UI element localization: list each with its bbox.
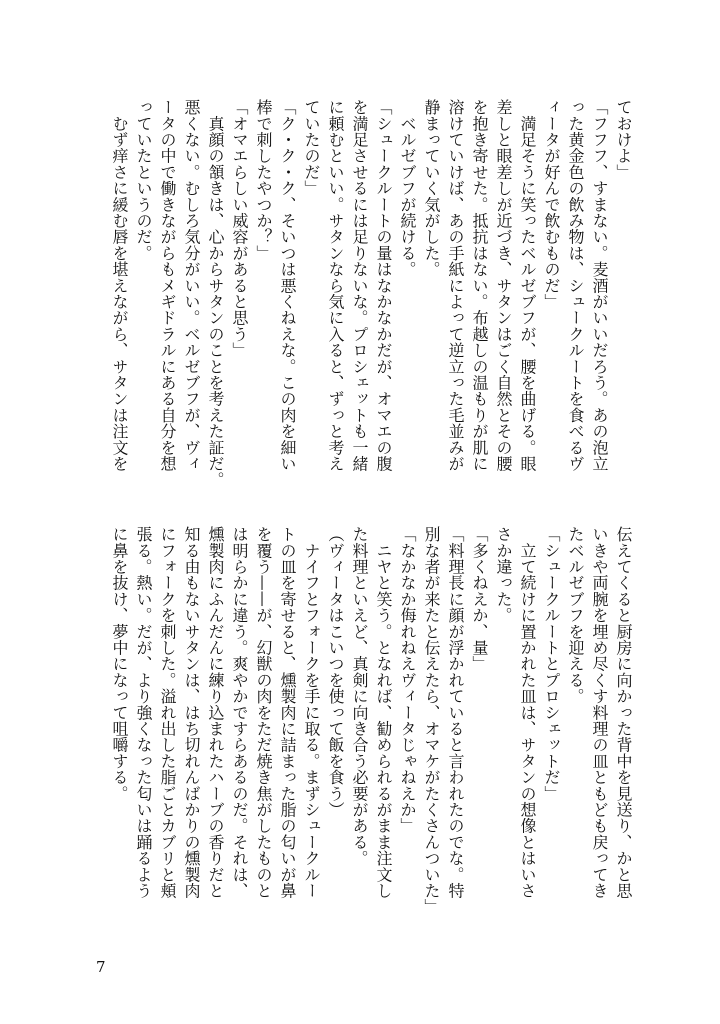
text-column: いきや両腕を埋め尽くす料理の皿ともども戻ってき — [590, 526, 609, 899]
text-column: った黄金色の飲み物は、シュークルートを食べるヴ — [566, 99, 585, 472]
text-column: は明らかに違う。爽やかですらあるのだ。それは、 — [230, 526, 249, 899]
text-column: に鼻を抜け、夢中になって咀嚼する。 — [110, 526, 129, 802]
text-column: にフォークを刺した。溢れ出した脂ごとカブリと頬 — [158, 526, 177, 899]
text-column: 「料理長に顔が浮かれていると言われたのでな。特 — [446, 526, 465, 899]
text-column: 伝えてくると厨房に向かった背中を見送り、かと思 — [614, 526, 633, 899]
text-column: （ヴィータはこいつを使って飯を食う） — [326, 526, 345, 818]
text-column: ベルゼブフが続ける。 — [398, 99, 417, 278]
text-column: ナイフとフォークを手に取る。まずシュークルー — [302, 526, 321, 899]
text-column: を抱き寄せた。抵抗はない。布越しの温もりが肌に — [470, 99, 489, 472]
text-column: 燻製肉にふんだんに練り込まれたハーブの香りだと — [206, 526, 225, 899]
text-column: むず痒さに緩む唇を堪えながら、サタンは注文を — [110, 99, 129, 472]
text-column: 静まっていく気がした。 — [422, 99, 441, 278]
text-column: 別な者が来たと伝えたら、オマケがたくさんついた」 — [422, 526, 441, 915]
text-column: ニヤと笑う。となれば、勧められるがまま注文し — [374, 526, 393, 899]
text-column: 「シュークルートの量はなかなかだが、オマエの腹 — [374, 99, 393, 472]
text-column: を満足させるには足りないな。プロシェットも一緒 — [350, 99, 369, 472]
text-column: 棒で刺したやつか？」 — [254, 99, 273, 261]
text-column: 「多くねえか、量」 — [470, 526, 489, 672]
text-column: 悪くない。むしろ気分がいい。ベルゼブフが、ヴィ — [182, 99, 201, 472]
text-column: ィータが好んで飲むものだ」 — [542, 99, 561, 310]
text-column: 真顔の頷きは、心からサタンのことを考えた証だ。 — [206, 99, 225, 488]
text-column: 「フフフ、すまない。麦酒がいいだろう。あの泡立 — [590, 99, 609, 472]
text-column: た料理といえど、真剣に向き合う必要がある。 — [350, 526, 369, 867]
top-text-block — [107, 99, 635, 491]
text-column: 「なかなか侮れねえヴィータじゃねえか」 — [398, 526, 417, 834]
text-column: 「ク・ク・ク、そいつは悪くねえな。この肉を細い — [278, 99, 297, 472]
text-column: 「シュークルートとプロシェットだ」 — [542, 526, 561, 802]
page-number: 7 — [96, 958, 106, 976]
text-column: たベルゼブフを迎える。 — [566, 526, 585, 705]
text-column: っていたというのだ。 — [134, 99, 153, 261]
text-column: 知る由もないサタンは、はち切れんばかりの燻製肉 — [182, 526, 201, 899]
text-column: 満足そうに笑ったベルゼブフが、腰を曲げる。眼 — [518, 99, 537, 472]
text-column: 立て続けに置かれた皿は、サタンの想像とはいさ — [518, 526, 537, 899]
text-column: ていたのだ」 — [302, 99, 321, 197]
bottom-text-block — [107, 526, 635, 918]
text-column: さか違った。 — [494, 526, 513, 624]
text-column: ておけよ」 — [614, 99, 633, 180]
text-column: を覆う——が、幻獣の肉をただ焼き焦がしたものと — [254, 526, 273, 899]
text-column: 張る。熱い。だが、より強くなった匂いは踊るよう — [134, 526, 153, 899]
text-column: トの皿を寄せると、燻製肉に詰まった脂の匂いが鼻 — [278, 526, 297, 899]
text-column: 溶けていけば、あの手紙によって逆立った毛並みが — [446, 99, 465, 472]
text-column: 差しと眼差しが近づき、サタンはごく自然とその腰 — [494, 99, 513, 472]
text-column: 「オマエらしい威容があると思う」 — [230, 99, 249, 359]
text-column: に頼むといい。サタンなら気に入ると、ずっと考え — [326, 99, 345, 472]
text-column: ータの中で働きながらもメギドラルにある自分を想 — [158, 99, 177, 472]
